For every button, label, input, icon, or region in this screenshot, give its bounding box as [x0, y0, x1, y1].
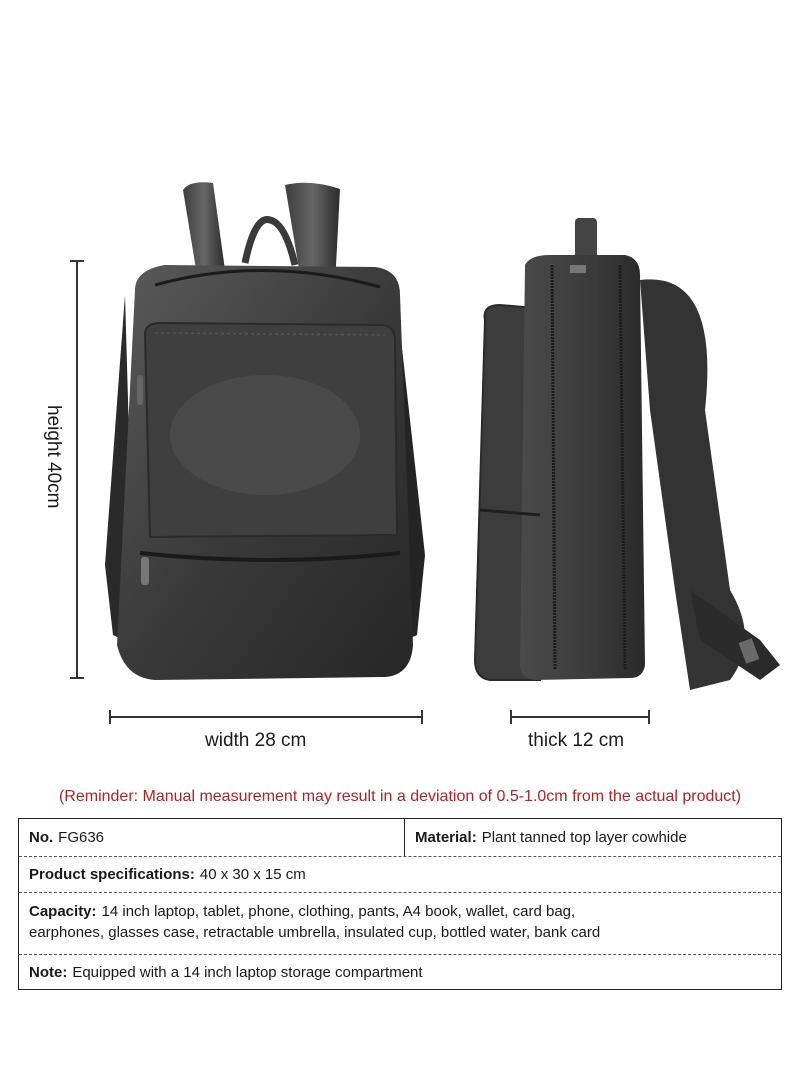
- spec-cell-material: [405, 819, 781, 856]
- spec-row-number-material: [19, 819, 781, 857]
- material-value: Plant tanned top layer cowhide: [481, 829, 687, 846]
- spec-cell-capacity: [19, 893, 781, 954]
- backpack-side-image: [460, 210, 795, 700]
- width-label: width 28 cm: [205, 730, 307, 751]
- number-value: FG636: [58, 829, 105, 846]
- note-value: Equipped with a 14 inch laptop storage compartment: [72, 963, 423, 981]
- height-label: height 40cm: [43, 405, 64, 509]
- measurement-reminder: (Reminder: Manual measurement may result in a deviation of 0.5-1.0cm from the actual product): [58, 788, 742, 805]
- spec-cell-note: [19, 955, 781, 989]
- spec-row-specifications: [19, 857, 781, 893]
- specifications-label: Product specifications:: [29, 866, 195, 883]
- spec-cell-number: [19, 819, 405, 856]
- height-indicator-cap-bottom: [70, 677, 84, 679]
- thick-label: thick 12 cm: [528, 730, 625, 751]
- height-indicator-line: [76, 260, 78, 678]
- width-indicator-cap-left: [109, 710, 111, 724]
- material-label: Material:: [415, 829, 477, 846]
- spec-row-note: [19, 955, 781, 989]
- capacity-line-1: [29, 901, 771, 922]
- backpack-front-image: [95, 175, 440, 695]
- thick-indicator-cap-left: [510, 710, 512, 724]
- width-indicator-cap-right: [421, 710, 423, 724]
- capacity-label: Capacity:: [29, 903, 97, 920]
- capacity-value-line-1: 14 inch laptop, tablet, phone, clothing, pants, A4 book, wallet, card bag,: [101, 903, 576, 920]
- thick-indicator-cap-right: [648, 710, 650, 724]
- thick-indicator-line: [510, 716, 649, 718]
- note-label: Note:: [29, 963, 68, 981]
- width-indicator-line: [109, 716, 422, 718]
- spec-row-capacity: [19, 893, 781, 955]
- capacity-value-line-2: earphones, glasses case, retractable umbrella, insulated cup, bottled water, bank card: [29, 924, 601, 941]
- spec-cell-specifications: [19, 857, 781, 892]
- number-label: No.: [29, 829, 54, 846]
- spec-table: [18, 818, 782, 990]
- height-indicator-cap-top: [70, 260, 84, 262]
- specifications-value: 40 x 30 x 15 cm: [199, 866, 306, 883]
